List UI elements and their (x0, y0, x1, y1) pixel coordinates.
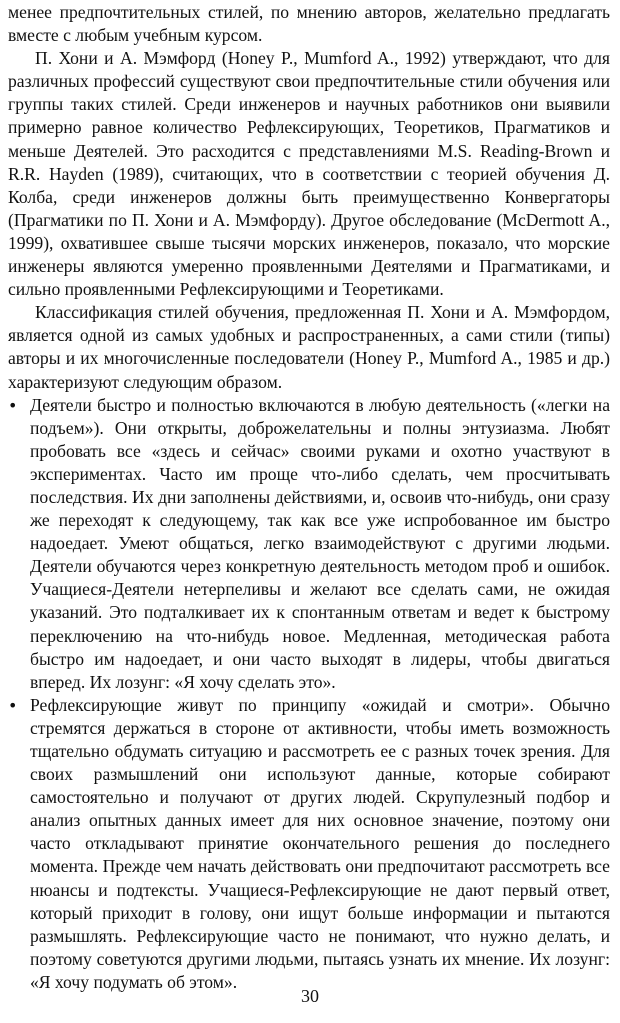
paragraph: Классификация стилей обучения, предложенная П. Хони и А. Мэмфордом, является одной из самых удобных и распространенных, а сами стили (типы) авторы и их многочисленные последователи (Honey P., Mumford A., 1985 и др.) характеризуют следующим образом. (8, 302, 610, 392)
bullet-list (8, 394, 610, 994)
paragraph: П. Хони и А. Мэмфорд (Honey P., Mumford A., 1992) утверждают, что для различных профессий существуют свои предпочтительные стили обучения или группы таких стилей. Среди инженеров и научных работников они выявили примерно равное количество Рефлексирующих, Теоретиков, Прагматиков и меньше Деятелей. Это расходится с представлениями M.S. Reading-Brown и R.R. Hayden (1989), считающих, что в соответствии с теорией обучения Д. Колба, среди инженеров должны быть преимущественно Конвергаторы (Прагматики по П. Хони и А. Мэмфорду). Другое обследование (McDermott A., 1999), охватившее свыше тысячи морских инженеров, показало, что морские инженеры являются умеренно проявленными Деятелями и Прагматиками, и сильно проявленными Рефлексирующими и Теоретиками. (8, 48, 610, 300)
lead-fragment: менее предпочтительных стилей, по мнению авторов, желательно предлагать вместе с любым учебным курсом. (8, 2, 610, 46)
bullet-item-activists: • Деятели быстро и полностью включаются в любую деятельность («легки на подъем»). Они открыты, доброжелательны и полны энтузиазма. Любят пробовать все «здесь и сейчас» своими руками и охотно участвуют в экспериментах. Часто им проще что-либо сделать, чем просчитывать последствия. Их дни заполнены действиями, и, освоив что-нибудь, они сразу же переходят к следующему, так как все уже испробованное им быстро надоедает. Умеют общаться, легко взаимодействуют с другими людьми. Деятели обучаются через конкретную деятельность методом проб и ошибок. Учащиеся-Деятели нетерпеливы и желают все сделать сами, не ожидая указаний. Это подталкивает их к спонтанным ответам и ведет к быстрому переключению на что-нибудь новое. Медленная, методическая работа быстро им надоедает, и они часто выходят в лидеры, чтобы двигаться вперед. Их лозунг: «Я хочу сделать это». (8, 394, 610, 694)
page-number: 30 (301, 986, 319, 1006)
body-text (8, 1, 610, 994)
bullet-item-reflectors: • Рефлексирующие живут по принципу «ожидай и смотри». Обычно стремятся держаться в стороне от активности, чтобы иметь возможность тщательно обдумать ситуацию и рассмотреть ее с разных точек зрения. Для своих размышлений они используют данные, которые собирают самостоятельно и получают от других людей. Скрупулезный подбор и анализ опытных данных имеет для них основное значение, поэтому они часто откладывают принятие окончательного решения до последнего момента. Прежде чем начать действовать они предпочитают рассмотреть все нюансы и подтексты. Учащиеся-Рефлексирующие не дают первый ответ, который приходит в голову, они ищут больше информации и пытаются размышлять. Рефлексирующие часто не понимают, что нужно делать, и поэтому советуются другими людьми, пытаясь узнать их мнение. Их лозунг: «Я хочу подумать об этом». (8, 694, 610, 994)
